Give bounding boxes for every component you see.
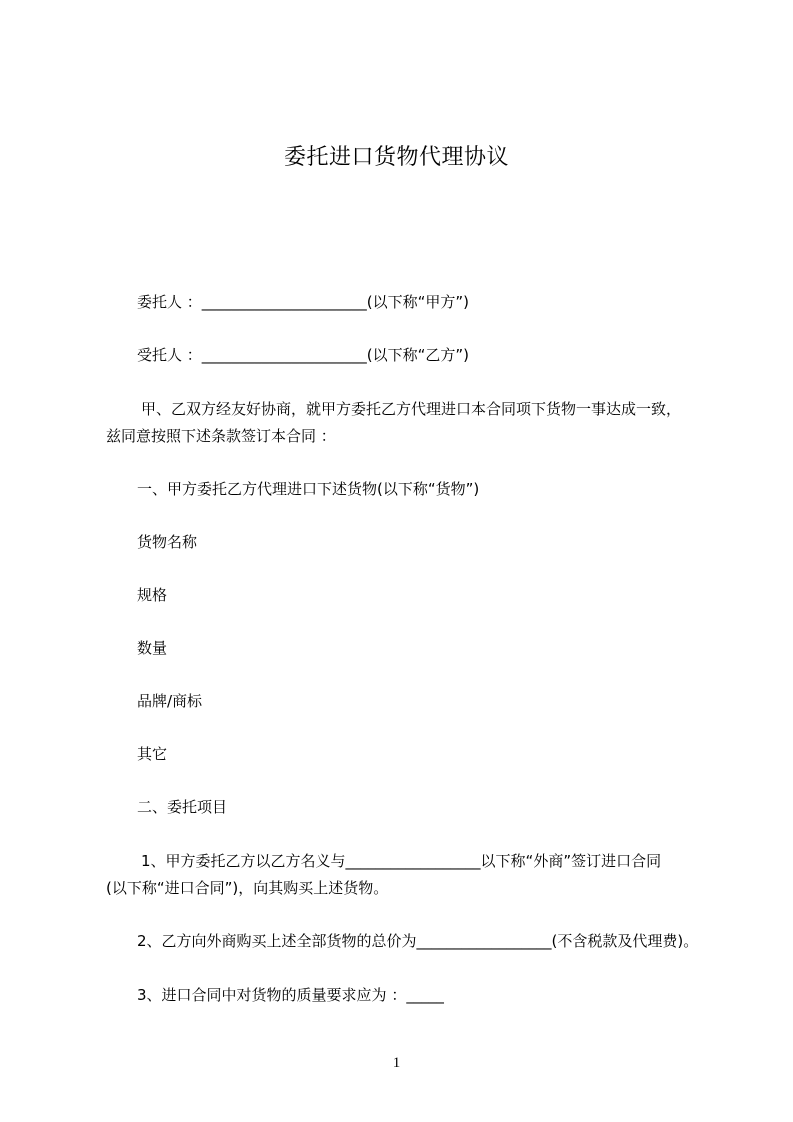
quantity-label: 数量 <box>137 639 168 657</box>
agent-line: 受托人 ：______________________(以下称“乙方”) <box>137 346 470 364</box>
clause-1-line-1: 1、甲方委托乙方以乙方名义与__________________以下称“外商”签订进口合同 <box>141 852 662 870</box>
intro-paragraph-line-2: 兹同意按照下述条款签订本合同 ： <box>106 427 336 445</box>
goods-name-label: 货物名称 <box>137 533 198 551</box>
principal-line: 委托人 ：______________________(以下称“甲方”) <box>137 293 470 311</box>
intro-paragraph-line-1: 甲、乙双方经友好协商，就甲方委托乙方代理进口本合同项下货物一事达成一致， <box>141 400 682 418</box>
brand-label: 品牌/商标 <box>137 692 203 710</box>
specification-label: 规格 <box>137 586 168 604</box>
document-title: 委托进口货物代理协议 <box>283 145 509 170</box>
page-number: 1 <box>392 1055 401 1071</box>
clause-2-line: 2、乙方向外商购买上述全部货物的总价为__________________(不含税款及代理费)。 <box>137 932 699 950</box>
other-label: 其它 <box>137 745 168 763</box>
section-2-heading: 二、委托项目 <box>137 798 228 816</box>
clause-1-line-2: (以下称“进口合同”)，向其购买上述货物。 <box>106 879 389 897</box>
clause-3-line: 3、进口合同中对货物的质量要求应为 ：_____ <box>137 986 444 1004</box>
section-1-heading: 一、甲方委托乙方代理进口下述货物(以下称“货物”) <box>137 480 480 498</box>
